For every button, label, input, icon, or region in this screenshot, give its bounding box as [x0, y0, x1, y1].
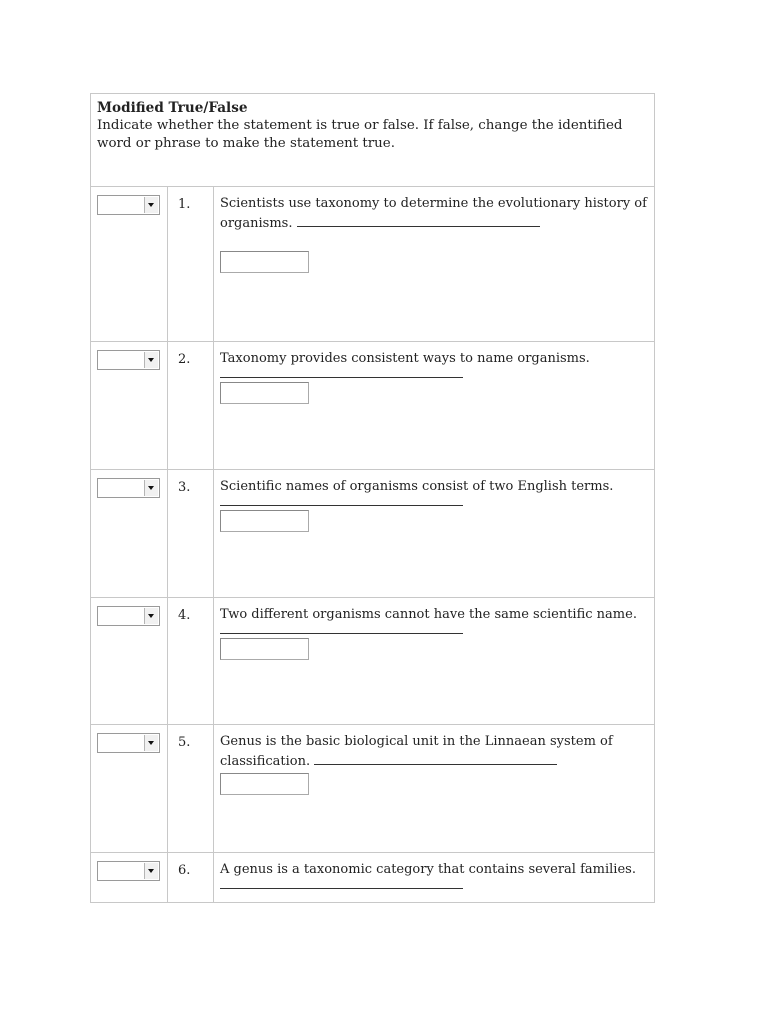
section-header [91, 94, 654, 187]
true-false-select[interactable] [97, 606, 160, 626]
true-false-select[interactable] [97, 861, 160, 881]
section-instructions: Indicate whether the statement is true or false. If false, change the identified word or phrase to make the statement true. [97, 118, 623, 151]
question-text: Taxonomy provides consistent ways to name organisms. [220, 351, 590, 366]
quiz-table [90, 93, 655, 903]
question-number: 3. [168, 470, 214, 597]
question-number: 2. [168, 342, 214, 469]
answer-select-cell [91, 342, 168, 469]
correction-input[interactable] [220, 382, 309, 404]
question-text: A genus is a taxonomic category that contains several families. [220, 862, 636, 877]
true-false-select[interactable] [97, 478, 160, 498]
question-number: 1. [168, 187, 214, 341]
chevron-down-icon[interactable] [144, 608, 158, 624]
answer-blank-line [297, 213, 540, 227]
question-text: Scientific names of organisms consist of two English terms. [220, 479, 614, 494]
question-number: 5. [168, 725, 214, 852]
question-row [91, 853, 654, 902]
question-text-cell [214, 470, 654, 597]
answer-select-cell [91, 598, 168, 724]
question-row [91, 598, 654, 725]
answer-blank-line [220, 496, 463, 506]
question-text: Scientists use taxonomy to determine the evolutionary history of organisms. [220, 196, 647, 231]
question-row [91, 725, 654, 853]
answer-select-cell [91, 853, 168, 902]
question-text-cell [214, 598, 654, 724]
correction-input[interactable] [220, 638, 309, 660]
chevron-down-icon[interactable] [144, 352, 158, 368]
question-text-cell [214, 187, 654, 341]
question-text-cell [214, 853, 654, 902]
answer-blank-line [220, 624, 463, 634]
chevron-down-icon[interactable] [144, 735, 158, 751]
section-title: Modified True/False [97, 100, 248, 116]
correction-input[interactable] [220, 773, 309, 795]
true-false-select[interactable] [97, 195, 160, 215]
question-number: 6. [168, 853, 214, 902]
true-false-select[interactable] [97, 733, 160, 753]
question-text-cell [214, 342, 654, 469]
chevron-down-icon[interactable] [144, 480, 158, 496]
question-number: 4. [168, 598, 214, 724]
answer-select-cell [91, 187, 168, 341]
chevron-down-icon[interactable] [144, 863, 158, 879]
answer-select-cell [91, 725, 168, 852]
answer-select-cell [91, 470, 168, 597]
true-false-select[interactable] [97, 350, 160, 370]
question-text: Two different organisms cannot have the same scientific name. [220, 607, 637, 622]
question-text-cell [214, 725, 654, 852]
answer-blank-line [220, 368, 463, 378]
correction-input[interactable] [220, 510, 309, 532]
question-row [91, 342, 654, 470]
chevron-down-icon[interactable] [144, 197, 158, 213]
answer-blank-line [314, 751, 557, 765]
question-text: Genus is the basic biological unit in the Linnaean system of classification. [220, 734, 613, 769]
answer-blank-line [220, 879, 463, 889]
correction-input[interactable] [220, 251, 309, 273]
question-row [91, 470, 654, 598]
question-row [91, 187, 654, 342]
